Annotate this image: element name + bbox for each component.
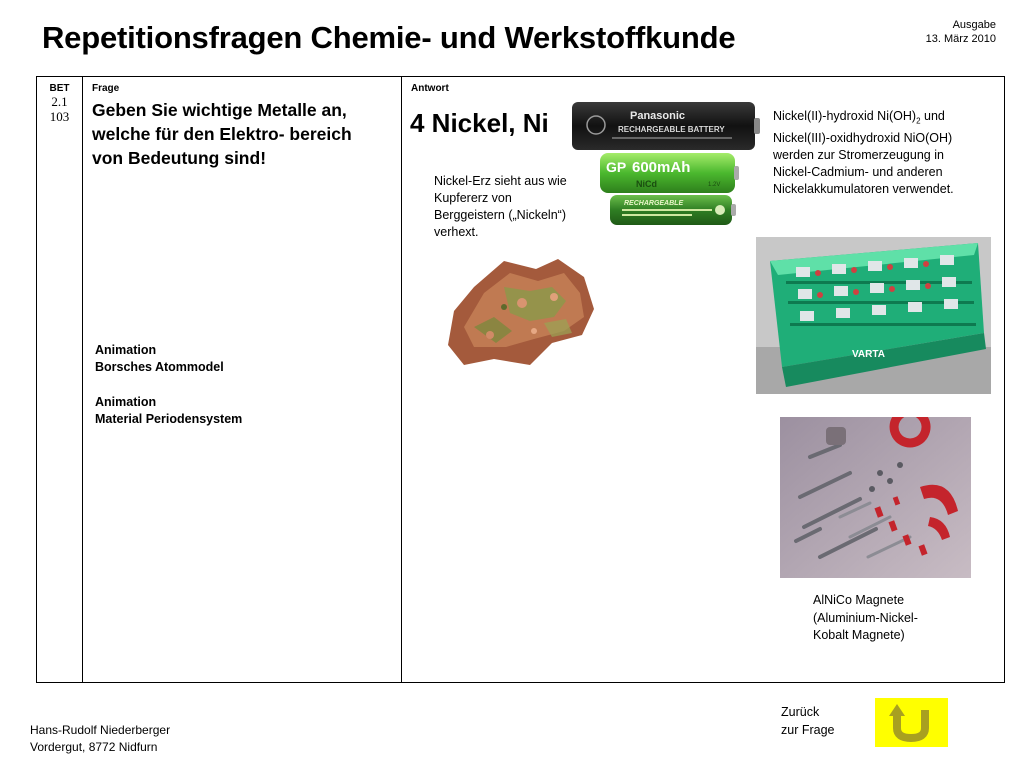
battery-pack-image	[756, 237, 991, 394]
frage-column	[83, 77, 402, 682]
bet-header: BET	[49, 83, 70, 94]
antwort-header: Antwort	[411, 83, 449, 94]
question-text: Geben Sie wichtige Metalle an, welche für den Elektro- bereich von Bedeutung sind!	[92, 100, 352, 168]
animation-periodic-title: Animation	[95, 395, 157, 409]
antwort-column	[402, 77, 1004, 682]
back-text-line2: zur Frage	[781, 722, 835, 737]
edition-date: 13. März 2010	[925, 33, 996, 45]
hydroxide-text-a: Nickel(II)-hydroxid Ni(OH)	[773, 109, 917, 123]
footer-author-block	[30, 722, 170, 755]
frage-header: Frage	[92, 83, 120, 94]
back-text-line1: Zurück	[781, 705, 820, 719]
battery-label-1: RECHARGEABLE BATTERY	[618, 125, 725, 134]
alnico-magnets-image	[780, 417, 971, 578]
battery-brand-2: GP	[606, 159, 627, 175]
alnico-caption: AlNiCo Magnete (Aluminium-Nickel-Kobalt Magnete)	[813, 593, 918, 642]
u-turn-arrow-icon	[875, 698, 948, 747]
answer-heading: 4 Nickel, Ni	[410, 108, 549, 138]
battery-capacity: 600mAh	[632, 159, 691, 176]
animation-periodic-link[interactable]	[95, 394, 242, 428]
nickel-ore-text: Nickel-Erz sieht aus wie Kupfererz von Berggeistern („Nickeln“) verhext.	[434, 174, 567, 239]
bet-number: 103	[49, 109, 70, 124]
nickel-ore-image	[434, 247, 626, 375]
animation-atom-subtitle: Borsches Atommodel	[95, 360, 224, 374]
hydroxide-text-b: und Nickel(III)-oxidhydroxid NiO(OH) werden zur Stromerzeugung in Nickel-Cadmium- und anderen Nickelakkumulatoren verwendet.	[773, 109, 954, 196]
animation-periodic-subtitle: Material Periodensystem	[95, 412, 243, 426]
footer-address: Vordergut, 8772 Nidfurn	[30, 739, 158, 754]
battery-voltage: 1.2V	[708, 182, 721, 188]
footer-author: Hans-Rudolf Niederberger	[30, 723, 171, 737]
question-table	[36, 76, 1005, 683]
edition-info	[926, 18, 996, 46]
hydroxide-subscript: 2	[916, 116, 921, 126]
page-title: Repetitionsfragen Chemie- und Werkstoffkunde	[42, 20, 736, 55]
back-to-question-button[interactable]	[875, 698, 948, 747]
back-to-question-link[interactable]	[781, 704, 835, 739]
pack-brand-label: VARTA	[852, 349, 885, 360]
edition-label: Ausgabe	[952, 19, 996, 31]
animation-atom-title: Animation	[95, 343, 157, 357]
nickel-hydroxide-text	[773, 108, 963, 198]
bet-column	[37, 77, 83, 682]
bet-chapter: 2.1	[51, 94, 68, 109]
battery-label-3: RECHARGEABLE	[624, 200, 684, 207]
battery-chemistry: NiCd	[636, 179, 657, 189]
battery-brand-1: Panasonic	[630, 110, 686, 122]
animation-atom-link[interactable]	[95, 342, 224, 376]
batteries-image	[572, 100, 762, 228]
